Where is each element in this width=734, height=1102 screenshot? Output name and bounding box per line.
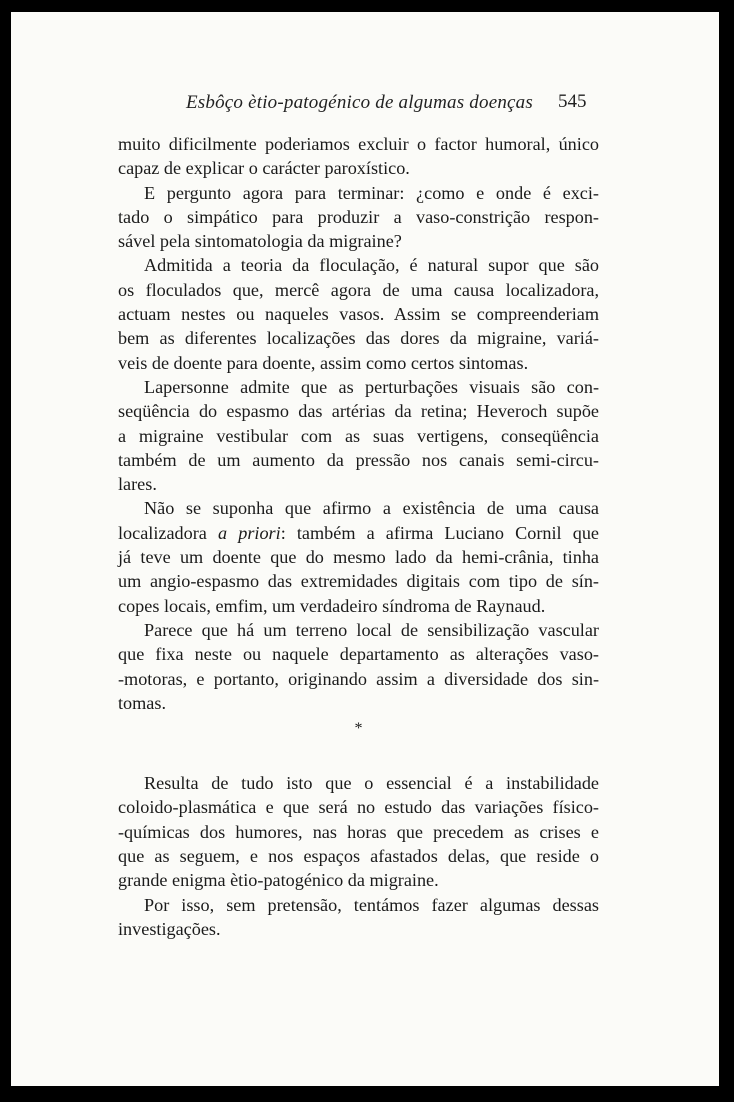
text-line: investigações. — [118, 918, 221, 939]
paragraph — [118, 496, 599, 617]
text-segment: localizadora — [118, 522, 218, 543]
text-line: já teve um doente que do mesmo lado da hemi-crânia, tinha — [118, 547, 599, 568]
text-line: veis de doente para doente, assim como certos sintomas. — [118, 352, 529, 373]
book-page — [11, 12, 719, 1086]
text-line: grande enigma ètio-patogénico da migraine. — [118, 870, 439, 891]
text-line: tomas. — [118, 692, 166, 713]
text-line: Parece que há um terreno local de sensibilização vascular — [144, 619, 599, 640]
text-line: muito dificilmente poderiamos excluir o factor humoral, único — [118, 134, 599, 154]
text-line: E pergunto agora para terminar: ¿como e onde é exci- — [144, 182, 599, 203]
text-line: Resulta de tudo isto que o essencial é a instabilidade — [144, 773, 599, 794]
italic-term: a priori — [218, 522, 281, 543]
text-line: actuam nestes ou naqueles vasos. Assim se compreenderiam — [118, 304, 599, 325]
text-line — [118, 521, 599, 545]
paragraph — [118, 181, 599, 254]
running-header — [186, 88, 606, 118]
text-line: lares. — [118, 474, 157, 495]
text-line: um angio-espasmo das extremidades digitais com tipo de sín- — [118, 571, 599, 592]
text-segment: : também a afirma Luciano Cornil que — [280, 522, 599, 543]
paragraph — [118, 771, 599, 892]
running-title: Esbôço ètio-patogénico de algumas doenças — [186, 92, 533, 113]
text-line: a migraine vestibular com as suas vertigens, conseqüência — [118, 425, 599, 446]
section-separator: * — [354, 720, 363, 738]
text-line: que as seguem, e nos espaços afastados delas, que reside o — [118, 846, 599, 867]
paragraph — [118, 893, 599, 942]
text-line: Lapersonne admite que as perturbações visuais são con- — [144, 376, 599, 397]
paragraph — [118, 618, 599, 715]
text-line: bem as diferentes localizações das dores da migraine, variá- — [118, 328, 599, 349]
text-line: -químicas dos humores, nas horas que precedem as crises e — [118, 821, 599, 842]
text-line: Não se suponha que afirmo a existência de uma causa — [144, 498, 599, 519]
paragraph — [118, 375, 599, 496]
paragraph — [118, 132, 599, 181]
text-line: seqüência do espasmo das artérias da retina; Heveroch supõe — [118, 401, 599, 422]
text-line: tado o simpático para produzir a vaso-constrição respon- — [118, 206, 599, 227]
text-line: os floculados que, mercê agora de uma causa localizadora, — [118, 279, 599, 300]
text-line: coloido-plasmática e que será no estudo das variações físico- — [118, 797, 599, 818]
text-line: Por isso, sem pretensão, tentámos fazer algumas dessas — [144, 894, 599, 915]
page-number: 545 — [558, 91, 587, 112]
text-line: que fixa neste ou naquele departamento as alterações vaso- — [118, 644, 599, 665]
text-line: também de um aumento da pressão nos canais semi-circu- — [118, 449, 599, 470]
text-line: copes locais, emfim, um verdadeiro síndroma de Raynaud. — [118, 595, 546, 616]
text-line: capaz de explicar o carácter paroxístico. — [118, 158, 410, 179]
paragraph — [118, 253, 599, 374]
text-line: Admitida a teoria da floculação, é natural supor que são — [144, 255, 599, 276]
body-text — [118, 132, 599, 941]
text-line: -motoras, e portanto, originando assim a diversidade dos sin- — [118, 668, 599, 689]
text-line: sável pela sintomatologia da migraine? — [118, 231, 402, 252]
